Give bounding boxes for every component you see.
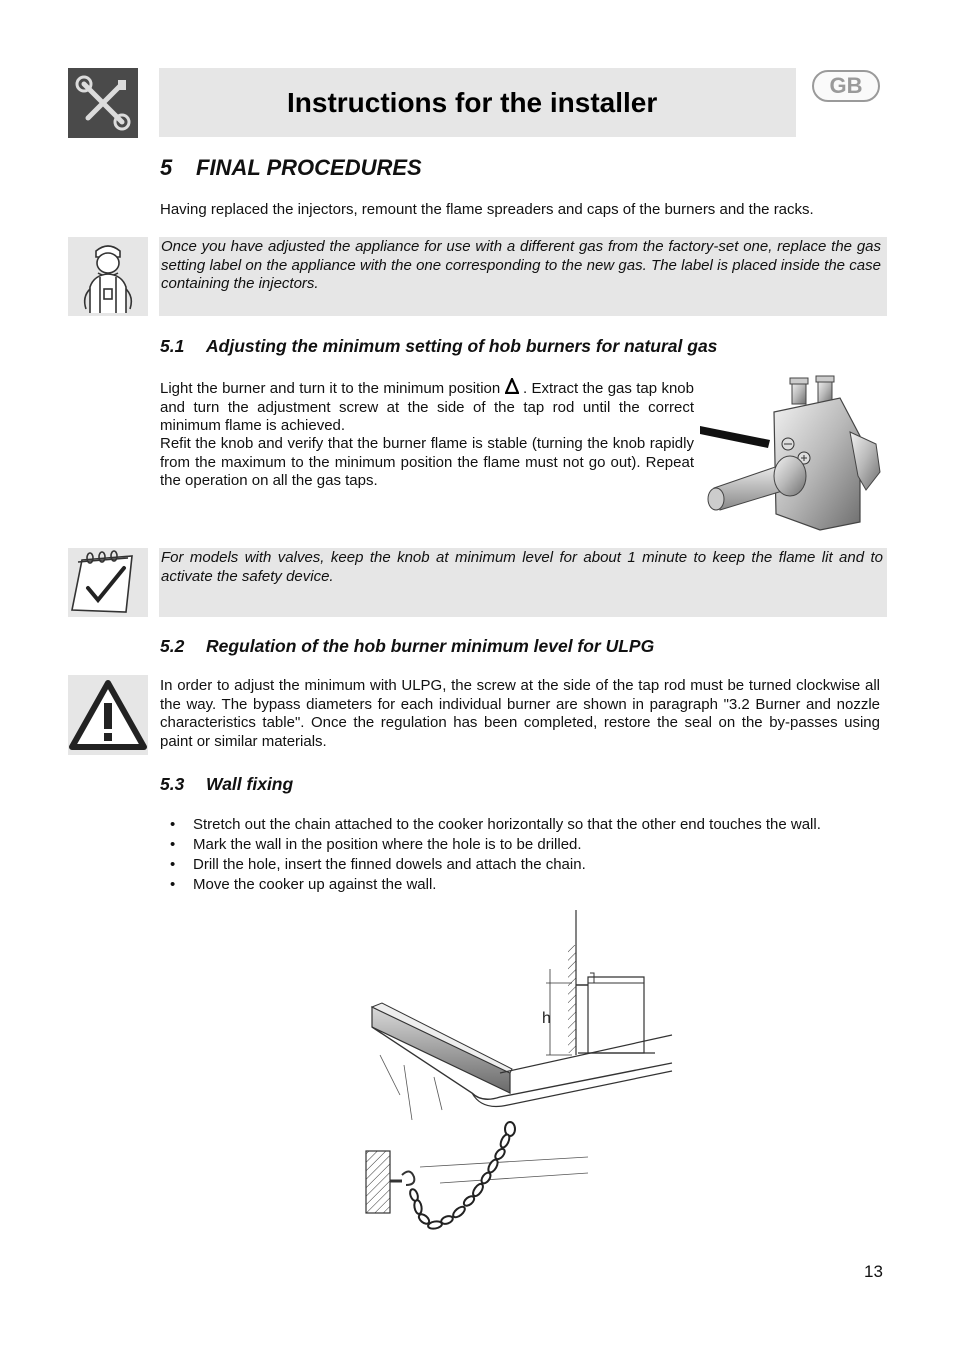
section-5-2-heading xyxy=(160,636,654,657)
technician-icon-box xyxy=(68,237,148,316)
section-5-1-paragraph-2: Refit the knob and verify that the burner flame is stable (turning the knob rapidly from the maximum to the minimum position the flame must not go out). Repeat the operation on all the gas taps. xyxy=(160,435,694,489)
section-5-1-number: 5.1 xyxy=(160,336,185,356)
section-5-2-paragraph: In order to adjust the minimum with ULPG, the screw at the side of the tap rod must be turned clockwise all the way. The bypass diameters for each individual burner are shown in paragraph "3.2 Burner and nozzle characteristics table". Once the regulation has been completed, restore the seal on the by-passes using paint or similar materials. xyxy=(160,677,880,750)
section-5-2-number: 5.2 xyxy=(160,636,185,656)
section-5-heading xyxy=(160,155,422,181)
height-label: h xyxy=(542,1010,551,1027)
list-item: • Move the cooker up against the wall. xyxy=(168,876,821,896)
section-5-note-box xyxy=(159,237,887,316)
section-5-intro: Having replaced the injectors, remount the flame spreaders and caps of the burners and the racks. xyxy=(160,201,814,218)
section-5-note: Once you have adjusted the appliance for use with a different gas from the factory-set one, replace the gas setting label on the appliance with the one corresponding to the new gas. The label is placed inside the case containing the injectors. xyxy=(161,238,881,292)
warning-icon-box xyxy=(68,675,148,755)
notepad-icon-box xyxy=(68,548,148,617)
section-5-1-note-box xyxy=(159,548,887,617)
wall-fixing-steps xyxy=(168,816,821,896)
page-title: Instructions for the installer xyxy=(287,87,658,118)
language-badge: GB xyxy=(812,70,880,102)
list-item: • Drill the hole, insert the finned dowels and attach the chain. xyxy=(168,856,821,876)
section-5-3-heading xyxy=(160,774,293,795)
list-item: • Stretch out the chain attached to the cooker horizontally so that the other end touches the wall. xyxy=(168,816,821,836)
minimum-position-icon xyxy=(505,378,519,394)
wall-fixing-diagram xyxy=(360,905,680,1240)
para-1-end: . Extract the gas tap knob and turn the adjustment screw at the side of the tap rod until the correct minimum flame is achieved. xyxy=(160,380,694,434)
para-1-start: Light the burner and turn it to the minimum position xyxy=(160,380,501,397)
page-number: 13 xyxy=(864,1262,883,1281)
technician-icon xyxy=(68,237,148,316)
header-bar xyxy=(159,68,796,137)
section-5-number: 5 xyxy=(160,155,173,180)
warning-icon xyxy=(68,675,148,755)
gas-tap-illustration xyxy=(700,372,884,532)
section-5-3-number: 5.3 xyxy=(160,774,185,794)
section-5-2-title: Regulation of the hob burner minimum level for ULPG xyxy=(206,636,655,656)
section-5-1-title: Adjusting the minimum setting of hob burners for natural gas xyxy=(206,336,718,356)
section-5-3-title: Wall fixing xyxy=(206,774,294,794)
section-5-1-paragraph-1 xyxy=(160,378,694,436)
section-5-1-note: For models with valves, keep the knob at minimum level for about 1 minute to keep the flame lit and to activate the safety device. xyxy=(161,549,883,585)
section-5-1-heading xyxy=(160,336,717,357)
section-5-title: FINAL PROCEDURES xyxy=(196,155,422,180)
notepad-icon xyxy=(68,548,148,617)
tools-icon xyxy=(68,68,138,138)
list-item: • Mark the wall in the position where the hole is to be drilled. xyxy=(168,836,821,856)
